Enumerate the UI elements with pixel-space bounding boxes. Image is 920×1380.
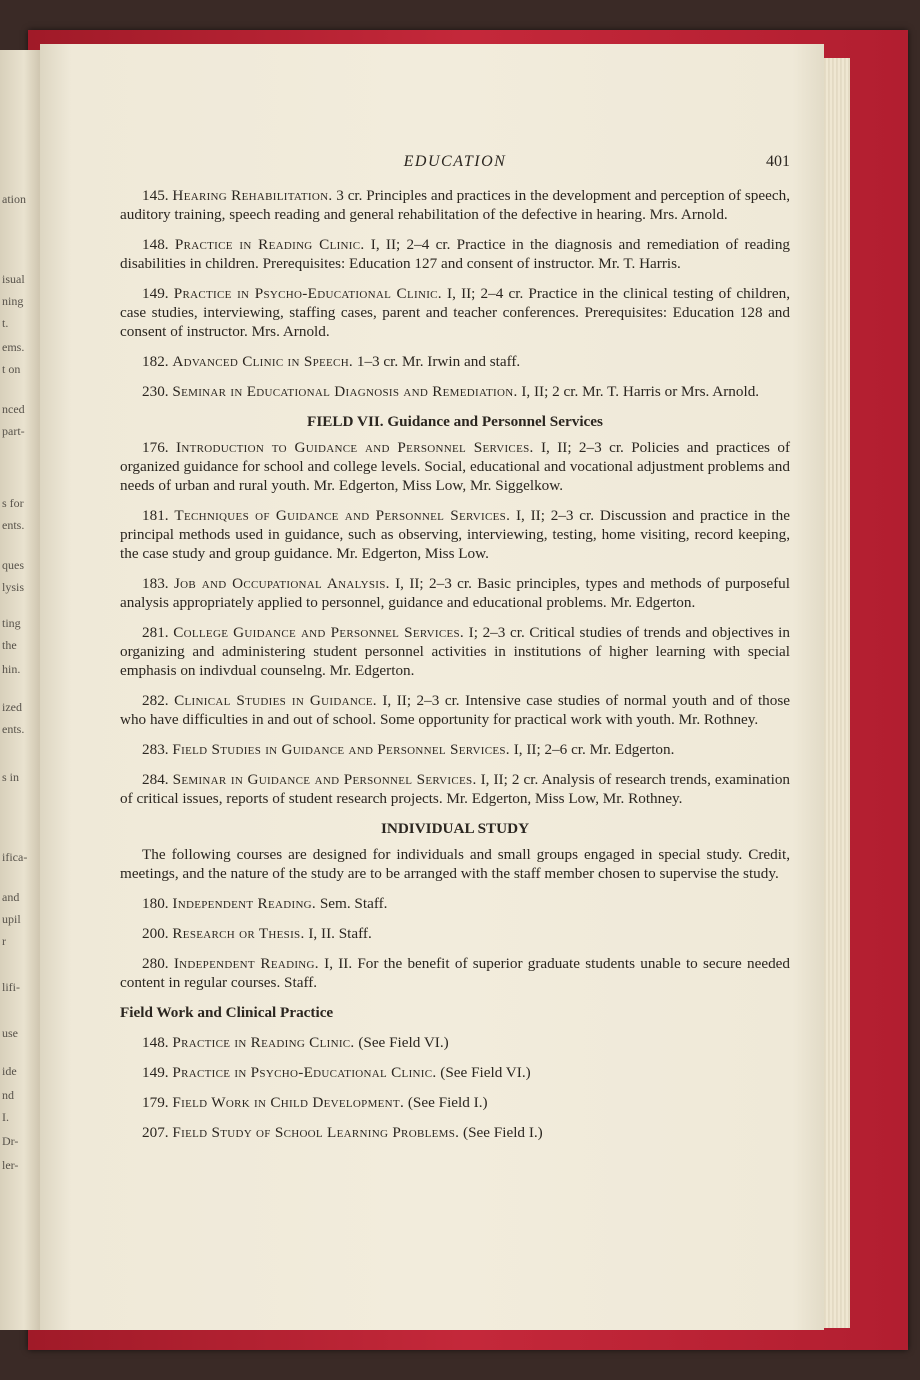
course-title: Practice in Psycho-Educational Clinic.: [172, 1064, 437, 1081]
left-page-fragment: use: [2, 1026, 18, 1040]
course-description: (See Field VI.): [354, 1034, 449, 1051]
course-description: (See Field VI.): [436, 1064, 531, 1081]
course-description: I, II; 2 cr. Analysis of research trends, examination of critical issues, reports of student research projects. Mr. Edgerton, Miss Low, Mr. Rothney.: [120, 771, 791, 807]
left-page-fragment: ation: [2, 192, 26, 206]
course-title: Seminar in Guidance and Personnel Services.: [172, 771, 477, 788]
left-page-fragment: Dr-: [2, 1134, 19, 1148]
left-page-fragment: t on: [2, 362, 21, 376]
course-entry: [120, 235, 790, 273]
course-entry: [120, 740, 790, 759]
left-page-fragment: ler-: [2, 1158, 19, 1172]
left-page-fragment: ning: [2, 294, 24, 308]
course-number: 284.: [142, 771, 169, 788]
course-list-b: [120, 438, 790, 808]
course-title: Introduction to Guidance and Personnel Services.: [175, 439, 534, 456]
left-page-fragment: ques: [2, 558, 24, 572]
course-number: 176.: [142, 439, 169, 456]
course-title: Techniques of Guidance and Personnel Services.: [174, 507, 511, 524]
course-entry: [120, 382, 790, 401]
course-title: Research or Thesis.: [172, 925, 305, 942]
course-list-c: [120, 894, 790, 992]
course-entry: [120, 506, 790, 563]
course-description: I, II; 2 cr. Mr. T. Harris or Mrs. Arnold.: [517, 383, 760, 400]
course-number: 207.: [142, 1124, 169, 1141]
left-page-fragment: part-: [2, 424, 25, 438]
left-page-fragment: nd: [2, 1088, 14, 1102]
course-description: 1–3 cr. Mr. Irwin and staff.: [353, 353, 521, 370]
course-description: I, II; 2–6 cr. Mr. Edgerton.: [509, 741, 675, 758]
course-number: 179.: [142, 1094, 169, 1111]
book-page: [40, 44, 824, 1330]
course-number: 200.: [142, 925, 169, 942]
course-number: 183.: [142, 575, 169, 592]
course-entry: [120, 186, 790, 224]
course-title: Job and Occupational Analysis.: [173, 575, 390, 592]
course-number: 283.: [142, 741, 169, 758]
course-title: Field Work in Child Development.: [172, 1094, 405, 1111]
running-header: [120, 152, 790, 172]
left-page-fragment: isual: [2, 272, 25, 286]
course-entry: [120, 954, 790, 992]
course-title: Independent Reading.: [173, 955, 319, 972]
course-entry: [120, 623, 790, 680]
left-page-fragment: ents.: [2, 518, 25, 532]
course-list-d: [120, 1033, 790, 1142]
course-title: Practice in Psycho-Educational Clinic.: [173, 285, 442, 302]
course-title: Practice in Reading Clinic.: [172, 1034, 355, 1051]
left-page-fragment: upil: [2, 912, 21, 926]
course-entry: [120, 894, 790, 913]
left-page-fragment: ide: [2, 1064, 17, 1078]
course-number: 280.: [142, 955, 169, 972]
course-description: I, II; 2–4 cr. Practice in the diagnosis and remediation of reading disabilities in children. Prerequisites: Education 127 and consent of instructor. Mr. T. Harris.: [120, 236, 791, 272]
subheading-field-work: Field Work and Clinical Practice: [120, 1004, 334, 1021]
course-entry: [120, 284, 790, 341]
left-page-edge: [0, 50, 40, 1330]
course-title: Field Study of School Learning Problems.: [172, 1124, 460, 1141]
course-description: I, II; 2–3 cr. Policies and practices of organized guidance for school and college levels. Social, educational and vocational adjustment problems and needs of urban and rural youth. Mr. Edgerton, Miss Low, Mr. Siggelkow.: [120, 439, 790, 494]
course-entry: [120, 924, 790, 943]
course-number: 149.: [142, 1064, 169, 1081]
course-description: I, II; 2–3 cr. Discussion and practice in the principal methods used in guidance, such as observing, interviewing, testing, home visiting, record keeping, the case study and group guidance. Mr. Edgerton, Miss Low.: [120, 507, 790, 562]
course-number: 230.: [142, 383, 169, 400]
course-entry: [120, 770, 790, 808]
left-page-fragment: the: [2, 638, 17, 652]
course-description: (See Field I.): [404, 1094, 488, 1111]
page-number: 401: [766, 153, 790, 170]
course-number: 180.: [142, 895, 169, 912]
course-entry: [120, 691, 790, 729]
course-description: I; 2–3 cr. Critical studies of trends and objectives in organizing and administering student personnel activities in institutions of higher learning with special emphasis on indivdual counselng. Mr. Edgerton.: [120, 624, 790, 679]
course-entry: [120, 1063, 790, 1082]
course-description: I, II; 2–3 cr. Intensive case studies of normal youth and of those who have difficulties in and out of school. Some opportunity for practical work with youth. Mr. Rothney.: [120, 692, 791, 728]
course-number: 181.: [142, 507, 169, 524]
left-page-fragment: ems.: [2, 340, 25, 354]
course-title: Field Studies in Guidance and Personnel Services.: [172, 741, 510, 758]
individual-study-intro: The following courses are designed for individuals and small groups engaged in special study. Credit, meetings, and the nature of the study are to be arranged with the staff member chosen to supervise the study.: [120, 846, 790, 882]
course-description: I, II; 2–4 cr. Practice in the clinical testing of children, case studies, interviewing, staffing cases, parent and teacher conferences. Prerequisites: Education 128 and consent of instructor. Mrs. Arnold.: [120, 285, 790, 340]
course-number: 149.: [142, 285, 169, 302]
section-heading-individual-study: INDIVIDUAL STUDY: [380, 820, 530, 837]
left-page-fragment: lysis: [2, 580, 25, 594]
course-entry: [120, 1123, 790, 1142]
course-title: Advanced Clinic in Speech.: [172, 353, 354, 370]
course-number: 282.: [142, 692, 169, 709]
left-page-fragment: s for: [2, 496, 24, 510]
course-number: 148.: [142, 1034, 169, 1051]
course-number: 148.: [142, 236, 169, 253]
left-page-fragment: s in: [2, 770, 20, 784]
left-page-fragment: r: [2, 934, 6, 948]
header-title: EDUCATION: [403, 153, 507, 170]
course-title: Practice in Reading Clinic.: [174, 236, 365, 253]
course-list-a: [120, 186, 790, 401]
course-number: 182.: [142, 353, 169, 370]
course-number: 145.: [142, 187, 169, 204]
course-title: Clinical Studies in Guidance.: [174, 692, 377, 709]
course-description: I, II. Staff.: [304, 925, 372, 942]
page-body: [120, 186, 790, 1153]
course-entry: [120, 1033, 790, 1052]
course-entry: [120, 438, 790, 495]
course-description: 3 cr. Principles and practices in the development and perception of speech, auditory training, speech reading and general rehabilitation of the defective in hearing. Mrs. Arnold.: [120, 187, 791, 223]
course-description: I, II. For the benefit of superior graduate students unable to secure needed content in regular courses. Staff.: [120, 955, 791, 991]
left-page-fragment: ized: [2, 700, 22, 714]
course-title: College Guidance and Personnel Services.: [173, 624, 465, 641]
left-page-fragment: hin.: [2, 662, 21, 676]
course-number: 281.: [142, 624, 169, 641]
left-page-fragment: ents.: [2, 722, 25, 736]
course-description: (See Field I.): [459, 1124, 543, 1141]
section-heading-field-vii: FIELD VII. Guidance and Personnel Services: [307, 413, 603, 430]
left-page-fragment: ting: [2, 616, 21, 630]
left-page-fragment: and: [2, 890, 20, 904]
left-page-fragment: ifica-: [2, 850, 28, 864]
course-entry: [120, 352, 790, 371]
course-entry: [120, 1093, 790, 1112]
course-entry: [120, 574, 790, 612]
course-title: Hearing Rehabilitation.: [172, 187, 333, 204]
left-page-fragment: I.: [2, 1110, 9, 1124]
left-page-fragment: lifi-: [2, 980, 20, 994]
left-page-fragment: t.: [2, 316, 9, 330]
course-title: Independent Reading.: [172, 895, 317, 912]
course-description: Sem. Staff.: [316, 895, 388, 912]
left-page-fragment: nced: [2, 402, 25, 416]
course-description: I, II; 2–3 cr. Basic principles, types and methods of purposeful analysis appropriately applied to personnel, guidance and educational problems. Mr. Edgerton.: [120, 575, 791, 611]
course-title: Seminar in Educational Diagnosis and Remediation.: [172, 383, 518, 400]
